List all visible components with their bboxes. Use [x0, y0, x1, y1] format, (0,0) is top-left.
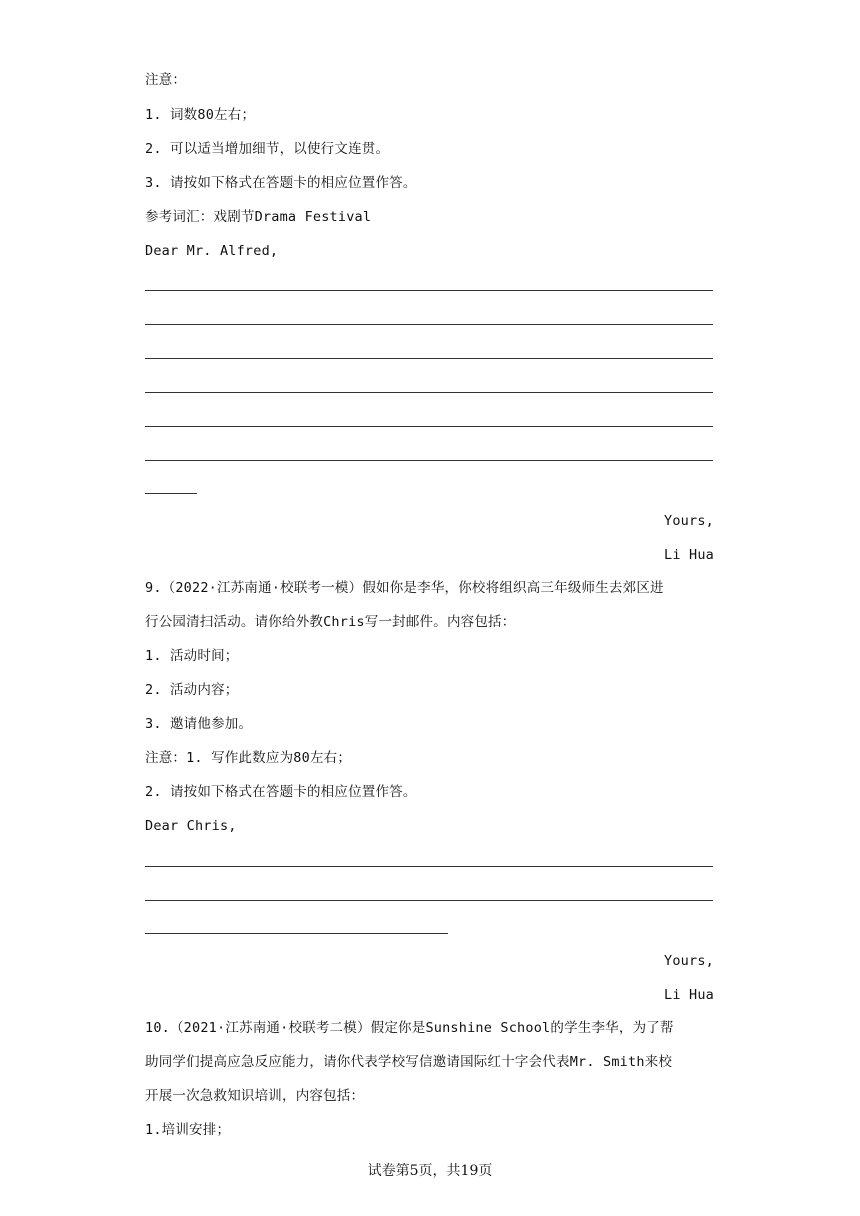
letter-greeting: Dear Mr. Alfred, — [145, 243, 279, 259]
question-10-stem-line-2: 助同学们提高应急反应能力，请你代表学校写信邀请国际红十字会代表Mr. Smith来校 — [145, 1054, 673, 1070]
answer-line — [145, 358, 713, 359]
question-9-note-1: 注意：1. 写作此数应为80左右； — [145, 750, 352, 766]
question-9-signature: Li Hua — [664, 987, 714, 1003]
reference-vocabulary: 参考词汇：戏剧节Drama Festival — [145, 209, 372, 225]
question-9-stem-line-1: 9.（2022·江苏南通·校联考一模）假如你是李华，你校将组织高三年级师生去郊区进 — [145, 580, 664, 596]
letter-closing: Yours, — [664, 513, 714, 529]
question-9-closing: Yours, — [664, 953, 714, 969]
note-item-2: 2. 可以适当增加细节，以使行文连贯。 — [145, 141, 390, 157]
letter-signature: Li Hua — [664, 547, 714, 563]
question-9-note-2: 2. 请按如下格式在答题卡的相应位置作答。 — [145, 784, 417, 800]
answer-line — [145, 900, 713, 901]
note-title: 注意： — [145, 72, 187, 88]
answer-line — [145, 392, 713, 393]
question-10-stem-line-3: 开展一次急救知识培训，内容包括： — [145, 1088, 365, 1104]
question-9-item-1: 1. 活动时间； — [145, 648, 239, 664]
question-9-stem-line-2: 行公园清扫活动。请你给外教Chris写一封邮件。内容包括： — [145, 614, 516, 630]
question-10-item-1: 1.培训安排； — [145, 1122, 231, 1138]
answer-line — [145, 324, 713, 325]
answer-line — [145, 460, 713, 461]
question-9-item-2: 2. 活动内容； — [145, 682, 239, 698]
note-item-1: 1. 词数80左右； — [145, 107, 256, 123]
answer-line — [145, 290, 713, 291]
answer-line-short — [145, 933, 448, 934]
question-9-item-3: 3. 邀请他参加。 — [145, 716, 253, 732]
answer-line-short — [145, 493, 197, 494]
question-10-stem-line-1: 10.（2021·江苏南通·校联考二模）假定你是Sunshine School的学生李华，为了帮 — [145, 1020, 674, 1036]
answer-line — [145, 426, 713, 427]
note-item-3: 3. 请按如下格式在答题卡的相应位置作答。 — [145, 175, 417, 191]
answer-line — [145, 866, 713, 867]
page-footer: 试卷第5页，共19页 — [367, 1163, 493, 1179]
question-9-greeting: Dear Chris, — [145, 818, 237, 834]
